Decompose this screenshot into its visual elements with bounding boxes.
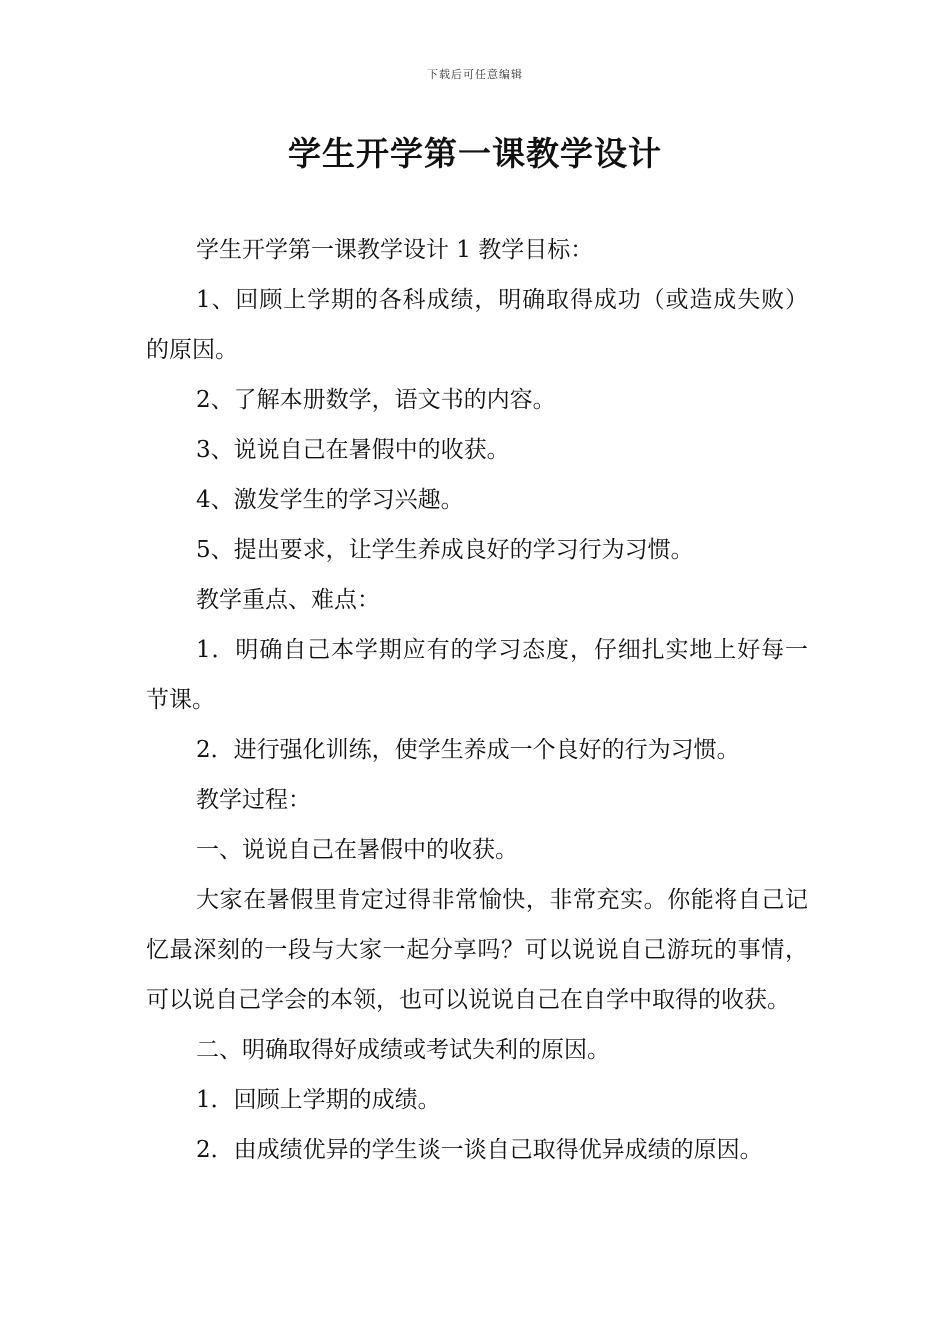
paragraph-process-heading: 教学过程： (196, 787, 311, 813)
paragraph-key-point-2: 2．进行强化训练，使学生养成一个良好的行为习惯。 (196, 737, 740, 763)
paragraph-section-1-body: 大家在暑假里肯定过得非常愉快，非常充实。你能将自己记忆最深刻的一段与大家一起分享吗？可以说说自己游玩的事情，可以说自己学会的本领，也可以说说自己在自学中取得的收获。 (146, 887, 808, 1013)
paragraph-section-2-item-2: 2．由成绩优异的学生谈一谈自己取得优异成绩的原因。 (196, 1137, 763, 1163)
paragraph-section-2-item-1: 1．回顾上学期的成绩。 (196, 1087, 441, 1113)
paragraph-goal-1: 1、回顾上学期的各科成绩，明确取得成功（或造成失败）的原因。 (146, 287, 808, 363)
document-body (146, 225, 808, 1175)
paragraph-section-1-heading: 一、说说自己在暑假中的收获。 (196, 837, 518, 863)
paragraph-intro: 学生开学第一课教学设计 1 教学目标： (196, 237, 594, 263)
paragraph-section-2-heading: 二、明确取得好成绩或考试失利的原因。 (196, 1037, 610, 1063)
paragraph-key-points-heading: 教学重点、难点： (196, 587, 380, 613)
paragraph-key-point-1: 1．明确自己本学期应有的学习态度，仔细扎实地上好每一节课。 (146, 637, 808, 713)
paragraph-goal-5: 5、提出要求，让学生养成良好的学习行为习惯。 (196, 537, 694, 563)
paragraph-goal-3: 3、说说自己在暑假中的收获。 (196, 437, 510, 463)
document-title: 学生开学第一课教学设计 (288, 134, 662, 173)
paragraph-goal-4: 4、激发学生的学习兴趣。 (196, 487, 464, 513)
paragraph-goal-2: 2、了解本册数学，语文书的内容。 (196, 387, 556, 413)
header-note: 下载后可任意编辑 (427, 68, 523, 81)
